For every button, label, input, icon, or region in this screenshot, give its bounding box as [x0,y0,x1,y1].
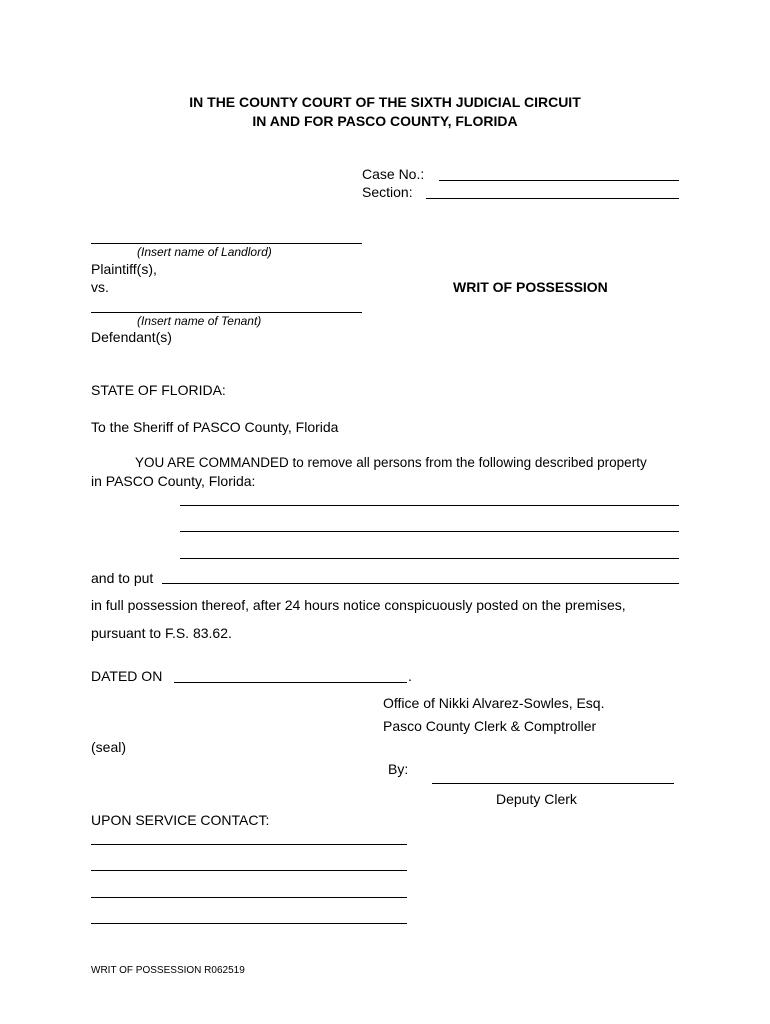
deputy-clerk-signature-field[interactable] [432,783,674,784]
pursuant-line: pursuant to F.S. 83.62. [91,625,232,641]
tenant-hint: (Insert name of Tenant) [137,314,262,328]
deputy-clerk-label: Deputy Clerk [496,791,577,807]
document-title: WRIT OF POSSESSION [453,279,608,295]
contact-line-3[interactable] [91,897,407,898]
by-label: By: [388,761,409,777]
contact-line-1[interactable] [91,844,407,845]
property-description-line-3[interactable] [180,558,679,559]
landlord-name-field[interactable] [91,243,362,244]
plaintiff-label: Plaintiff(s), [91,261,157,277]
property-description-line-2[interactable] [180,531,679,532]
and-to-put-field[interactable] [162,583,679,584]
property-description-line-1[interactable] [180,505,679,506]
command-line-2: in PASCO County, Florida: [91,473,256,489]
form-id-footer: WRIT OF POSSESSION R062519 [91,965,245,976]
tenant-name-field[interactable] [91,312,362,313]
vs-label: vs. [91,279,109,295]
possession-line: in full possession thereof, after 24 hours notice conspicuously posted on the premises, [91,597,626,613]
clerk-title-line: Pasco County Clerk & Comptroller [383,718,597,734]
contact-line-2[interactable] [91,870,407,871]
command-line-1: YOU ARE COMMANDED to remove all persons from the following described property [135,455,647,470]
defendant-label: Defendant(s) [91,329,172,345]
to-sheriff-line: To the Sheriff of PASCO County, Florida [91,419,339,435]
state-label: STATE OF FLORIDA: [91,382,226,398]
clerk-office-line: Office of Nikki Alvarez-Sowles, Esq. [383,695,605,711]
section-label: Section: [362,184,413,200]
upon-service-contact-label: UPON SERVICE CONTACT: [91,812,270,828]
case-no-label: Case No.: [362,166,425,182]
court-heading-line-2: IN AND FOR PASCO COUNTY, FLORIDA [252,113,518,129]
landlord-hint: (Insert name of Landlord) [137,245,272,259]
section-field[interactable] [426,198,679,199]
dated-period: . [408,668,412,684]
court-heading-line-1: IN THE COUNTY COURT OF THE SIXTH JUDICIAL CIRCUIT [189,94,581,110]
contact-line-4[interactable] [91,923,407,924]
dated-on-label: DATED ON [91,668,163,684]
dated-on-field[interactable] [174,682,407,683]
seal-label: (seal) [91,739,127,755]
case-no-field[interactable] [439,180,679,181]
and-to-put-label: and to put [91,570,154,586]
